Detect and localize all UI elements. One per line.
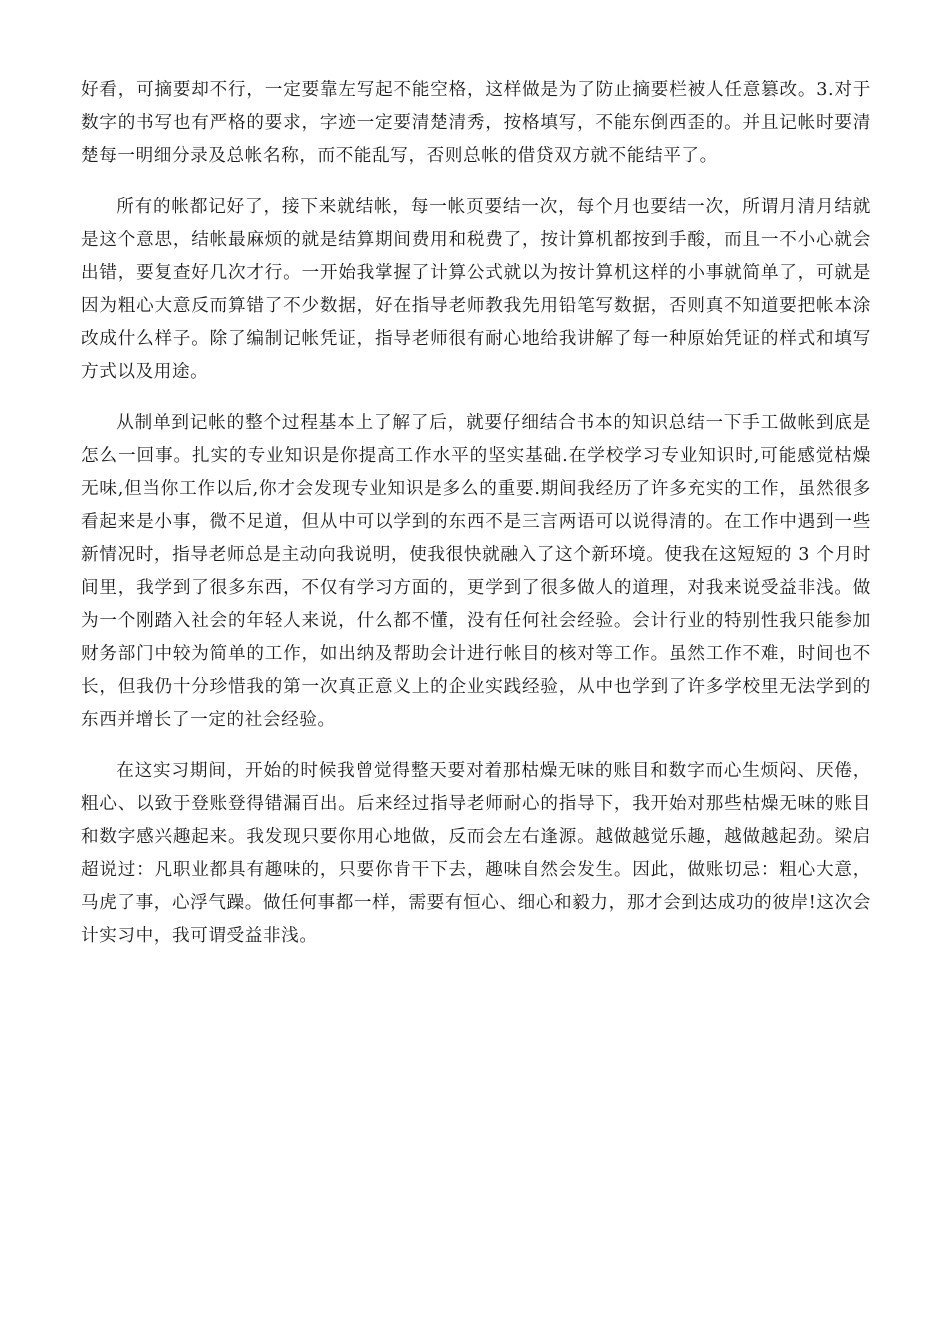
paragraph-reflection: 在这实习期间，开始的时候我曾觉得整天要对着那枯燥无味的账目和数字而心生烦闷、厌倦，粗心、以致于登账登得错漏百出。后来经过指导老师耐心的指导下，我开始对那些枯燥无味的账目和数字感兴趣起来。我发现只要你用心地做，反而会左右逢源。越做越觉乐趣，越做越起劲。梁启超说过：凡职业都具有趣味的，只要你肯干下去，趣味自然会发生。因此，做账切忌：粗心大意，马虎了事，心浮气躁。做任何事都一样，需要有恒心、细心和毅力，那才会到达成功的彼岸!这次会计实习中，我可谓受益非浅。 [81,761,872,946]
document-body [81,74,871,971]
paragraph-closing-accounts: 所有的帐都记好了，接下来就结帐，每一帐页要结一次，每个月也要结一次，所谓月清月结就是这个意思，结帐最麻烦的就是结算期间费用和税费了，按计算机都按到手酸，而且一不小心就会出错，要复查好几次才行。一开始我掌握了计算公式就以为按计算机这样的小事就简单了，可就是因为粗心大意反而算错了不少数据，好在指导老师教我先用铅笔写数据，否则真不知道要把帐本涂改成什么样子。除了编制记帐凭证，指导老师很有耐心地给我讲解了每一种原始凭证的样式和填写方式以及用途。 [81,197,871,382]
paragraph-summary: 从制单到记帐的整个过程基本上了解了后，就要仔细结合书本的知识总结一下手工做帐到底是怎么一回事。扎实的专业知识是你提高工作水平的坚实基础.在学校学习专业知识时,可能感觉枯燥无味,但当你工作以后,你才会发现专业知识是多么的重要.期间我经历了许多充实的工作，虽然很多看起来是小事，微不足道，但从中可以学到的东西不是三言两语可以说得清的。在工作中遇到一些新情况时，指导老师总是主动向我说明，使我很快就融入了这个新环境。使我在这短短的 3 个月时间里，我学到了很多东西，不仅有学习方面的，更学到了很多做人的道理，对我来说受益非浅。做为一个刚踏入社会的年轻人来说，什么都不懂，没有任何社会经验。会计行业的特别性我只能参加财务部门中较为简单的工作，如出纳及帮助会计进行帐目的核对等工作。虽然工作不难，时间也不长，但我仍十分珍惜我的第一次真正意义上的企业实践经验，从中也学到了许多学校里无法学到的东西并增长了一定的社会经验。 [81,413,871,730]
paragraph-continuation: 好看，可摘要却不行，一定要靠左写起不能空格，这样做是为了防止摘要栏被人任意篡改。3.对于数字的书写也有严格的要求，字迹一定要清楚清秀，按格填写，不能东倒西歪的。并且记帐时要清楚每一明细分录及总帐名称，而不能乱写，否则总帐的借贷双方就不能结平了。 [81,80,871,166]
